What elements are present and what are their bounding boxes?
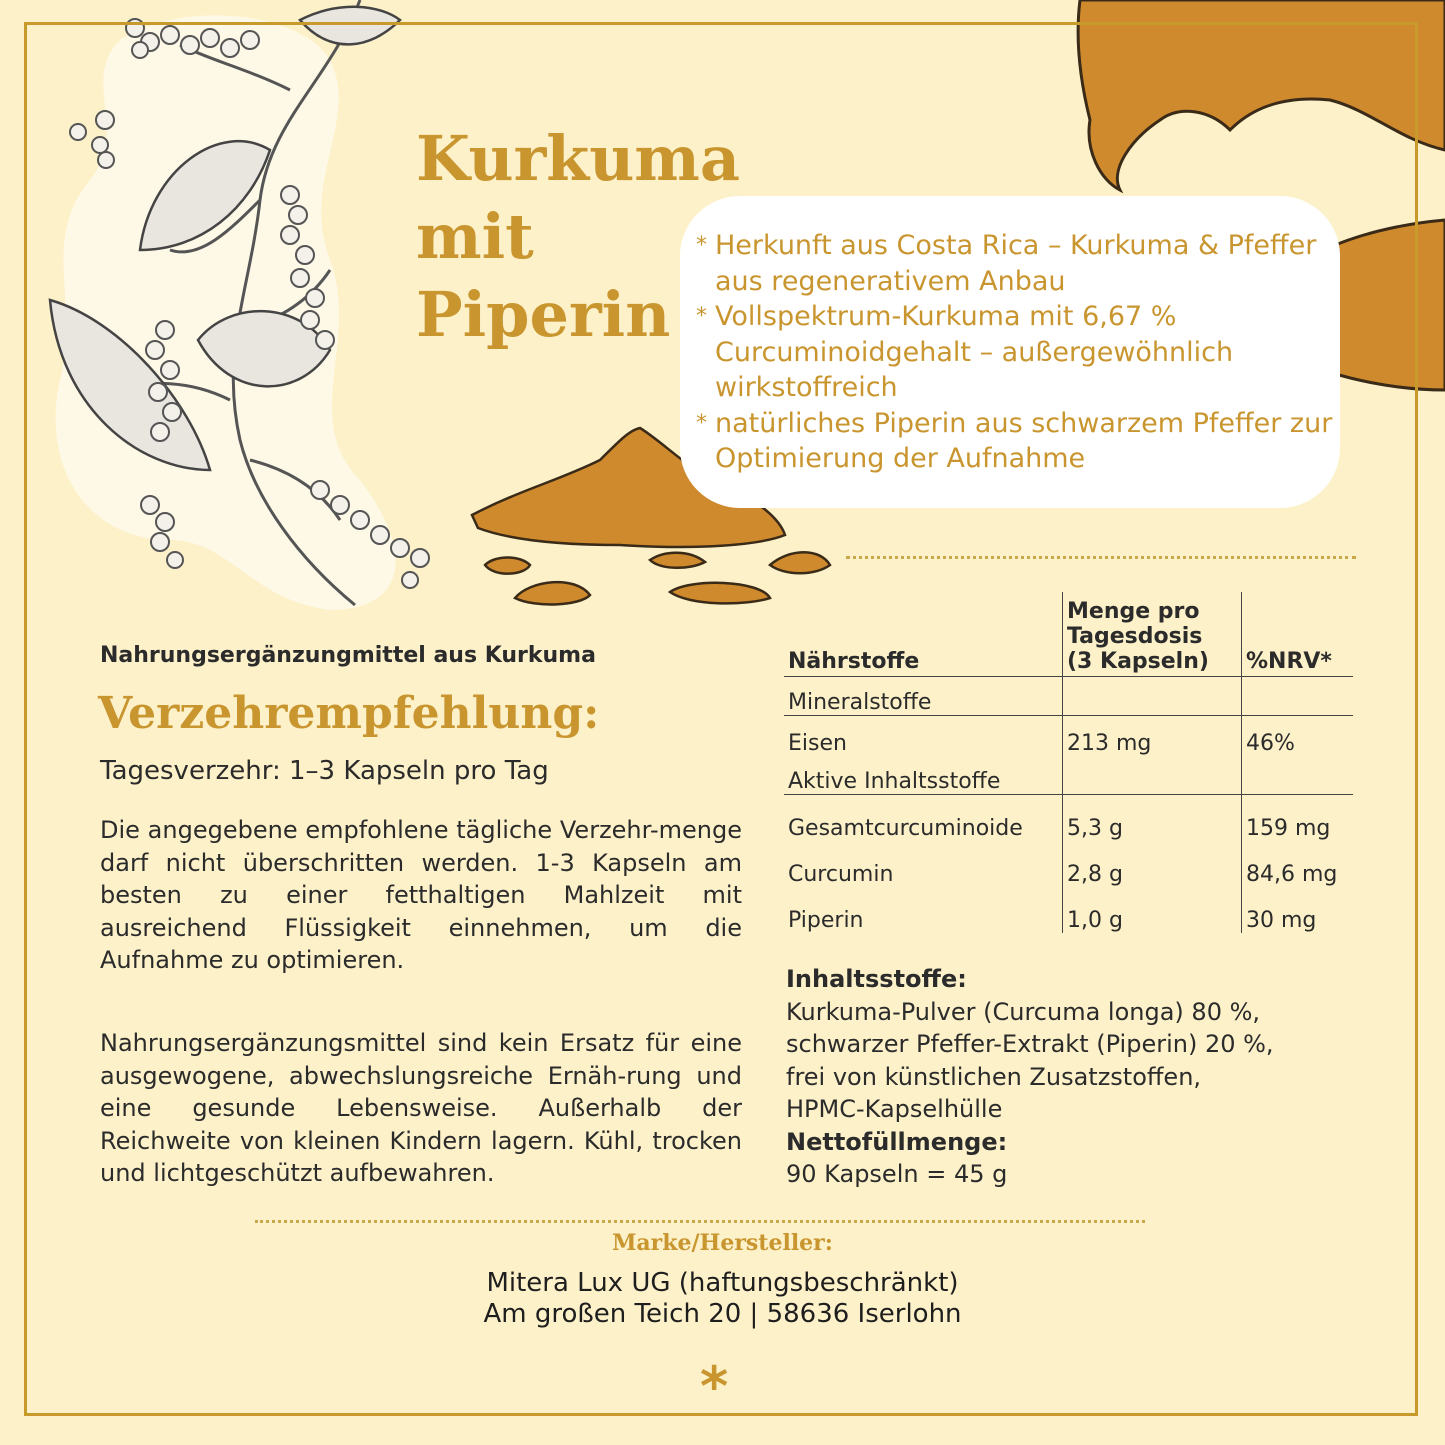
row-nrv: 84,6 mg: [1242, 841, 1354, 887]
header-nutrients: Nährstoffe: [788, 649, 920, 674]
benefit-item: [696, 228, 1336, 299]
table-header-row: [784, 592, 1353, 677]
section-minerals: Mineralstoffe: [788, 690, 932, 715]
table-row: [784, 887, 1353, 933]
row-name: Piperin: [788, 908, 864, 933]
header-amount: Menge pro Tagesdosis (3 Kapseln): [1063, 592, 1242, 677]
row-nrv: 46%: [1242, 716, 1354, 757]
benefit-item: [696, 299, 1336, 406]
asterisk-icon: *: [700, 1355, 729, 1418]
asterisk-icon: *: [696, 410, 707, 436]
section-active: Aktive Inhaltsstoffe: [788, 769, 1001, 794]
daily-dose: Tagesverzehr: 1–3 Kapseln pro Tag: [100, 756, 549, 786]
header-nrv: %NRV*: [1242, 592, 1354, 677]
manufacturer-address: Am großen Teich 20 | 58636 Iserlohn: [483, 1299, 962, 1329]
asterisk-icon: *: [696, 233, 707, 258]
ingredients-block: [786, 963, 1346, 1191]
benefit-text: Vollspektrum-Kurkuma mit 6,67 % Curcuminoidgehalt – außergewöhnlich wirkstoffreich: [715, 301, 1234, 403]
product-category: Nahrungsergänzungmittel aus Kurkuma: [100, 643, 596, 668]
table-row: [784, 841, 1353, 887]
title-line-2: mit: [416, 200, 534, 273]
table-row: [784, 795, 1353, 842]
ingredient-line: frei von künstlichen Zusatzstoffen,: [786, 1062, 1202, 1091]
row-amount: 213 mg: [1063, 716, 1242, 757]
row-name: Curcumin: [788, 862, 894, 887]
ingredient-line: HPMC-Kapselhülle: [786, 1095, 1003, 1123]
ingredient-line: schwarzer Pfeffer-Extrakt (Piperin) 20 %,: [786, 1030, 1274, 1058]
row-name: Gesamtcurcuminoide: [788, 816, 1023, 841]
net-quantity-value: 90 Kapseln = 45 g: [786, 1160, 1008, 1188]
row-nrv: 30 mg: [1242, 887, 1354, 933]
usage-paragraph: Die angegebene empfohlene tägliche Verzehr-menge darf nicht überschritten werden. 1-3 Kapseln am besten zu einer fetthaltigen Mahlzeit mit ausreichend Flüssigkeit einnehmen, um die Aufnahme zu optimieren.: [100, 816, 742, 974]
asterisk-icon: *: [696, 304, 707, 329]
row-name: Eisen: [788, 731, 847, 756]
divider-top: [846, 556, 1356, 559]
net-quantity-label: Nettofüllmenge:: [786, 1127, 1008, 1156]
nutrition-table: [784, 592, 1353, 933]
ingredients-label: Inhaltsstoffe:: [786, 965, 967, 993]
manufacturer-block: [105, 1230, 1340, 1330]
row-amount: 5,3 g: [1063, 795, 1242, 842]
divider-bottom: [255, 1220, 1145, 1223]
benefit-item: [696, 406, 1336, 477]
table-row: [784, 716, 1353, 757]
usage-heading: Verzehrempfehlung:: [98, 688, 600, 739]
benefit-text: natürliches Piperin aus schwarzem Pfeffer zur Optimierung der Aufnahme: [715, 407, 1333, 474]
row-amount: 2,8 g: [1063, 841, 1242, 887]
row-amount: 1,0 g: [1063, 887, 1242, 933]
title-line-3: Piperin: [416, 278, 671, 351]
ingredient-line: Kurkuma-Pulver (Curcuma longa) 80 %,: [786, 997, 1261, 1026]
table-section-row: [784, 756, 1353, 795]
row-nrv: 159 mg: [1242, 795, 1354, 842]
manufacturer-name: Mitera Lux UG (haftungsbeschränkt): [486, 1268, 959, 1298]
title-line-1: Kurkuma: [416, 122, 741, 195]
manufacturer-label: Marke/Hersteller:: [612, 1230, 833, 1256]
table-section-row: [784, 677, 1353, 716]
benefit-text: Herkunft aus Costa Rica – Kurkuma & Pfeffer aus regenerativem Anbau: [715, 230, 1317, 297]
benefits-list: [696, 228, 1336, 477]
warning-paragraph: Nahrungsergänzungsmittel sind kein Ersatz für eine ausgewogene, abwechslungsreiche Ernäh-rung und eine gesunde Lebensweise. Außerhalb der Reichweite von kleinen Kindern lagern. Kühl, trocken und lichtgeschützt aufbewahren.: [100, 1029, 742, 1187]
